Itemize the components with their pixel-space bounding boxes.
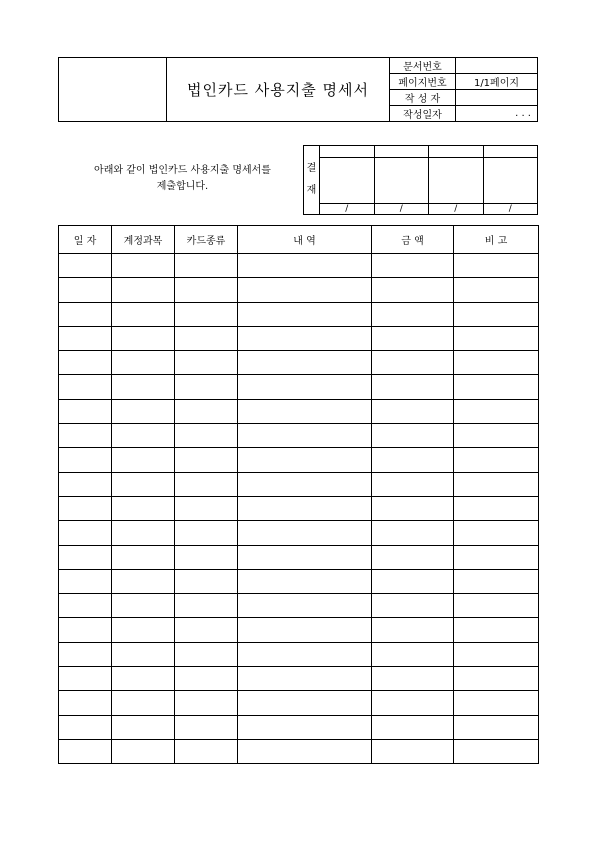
account-cell[interactable] (112, 545, 175, 569)
account-cell[interactable] (112, 375, 175, 399)
amount-cell[interactable] (372, 496, 454, 520)
card-type-cell[interactable] (175, 521, 238, 545)
approver-date-4[interactable]: / (483, 204, 538, 215)
date-cell[interactable] (59, 448, 112, 472)
account-cell[interactable] (112, 569, 175, 593)
date-cell[interactable] (59, 399, 112, 423)
remarks-cell[interactable] (454, 642, 539, 666)
card-type-cell[interactable] (175, 594, 238, 618)
page-number-value[interactable]: 1/1페이지 (456, 74, 538, 90)
date-cell[interactable] (59, 715, 112, 739)
account-cell[interactable] (112, 642, 175, 666)
approver-date-1[interactable]: / (320, 204, 375, 215)
card-type-cell[interactable] (175, 351, 238, 375)
details-cell[interactable] (238, 521, 372, 545)
table-row (59, 569, 539, 593)
remarks-cell[interactable] (454, 691, 539, 715)
approver-title-1[interactable] (320, 146, 375, 158)
account-cell[interactable] (112, 472, 175, 496)
amount-cell[interactable] (372, 351, 454, 375)
date-cell[interactable] (59, 375, 112, 399)
table-row (59, 642, 539, 666)
table-row (59, 448, 539, 472)
details-cell[interactable] (238, 496, 372, 520)
remarks-cell[interactable] (454, 424, 539, 448)
remarks-cell[interactable] (454, 399, 539, 423)
details-cell[interactable] (238, 691, 372, 715)
approver-sign-4[interactable] (483, 158, 538, 204)
approver-sign-1[interactable] (320, 158, 375, 204)
approver-title-3[interactable] (429, 146, 484, 158)
account-cell[interactable] (112, 667, 175, 691)
approval-side-top: 결 (306, 163, 317, 174)
table-row (59, 521, 539, 545)
date-cell[interactable] (59, 472, 112, 496)
column-header-remarks: 비 고 (454, 226, 539, 254)
author-value[interactable] (456, 90, 538, 106)
card-type-cell[interactable] (175, 302, 238, 326)
remarks-cell[interactable] (454, 545, 539, 569)
card-type-cell[interactable] (175, 618, 238, 642)
date-cell[interactable] (59, 569, 112, 593)
remarks-cell[interactable] (454, 351, 539, 375)
date-cell[interactable] (59, 302, 112, 326)
amount-cell[interactable] (372, 448, 454, 472)
account-cell[interactable] (112, 715, 175, 739)
page-number-label: 페이지번호 (390, 74, 456, 90)
amount-cell[interactable] (372, 545, 454, 569)
table-row (59, 667, 539, 691)
date-label: 작성일자 (390, 106, 456, 122)
account-cell[interactable] (112, 351, 175, 375)
table-row (59, 278, 539, 302)
card-type-cell[interactable] (175, 715, 238, 739)
author-label: 작 성 자 (390, 90, 456, 106)
date-cell[interactable] (59, 594, 112, 618)
date-cell[interactable] (59, 642, 112, 666)
account-cell[interactable] (112, 594, 175, 618)
remarks-cell[interactable] (454, 496, 539, 520)
details-cell[interactable] (238, 739, 372, 763)
date-cell[interactable] (59, 545, 112, 569)
table-row (59, 375, 539, 399)
date-cell[interactable] (59, 618, 112, 642)
card-type-cell[interactable] (175, 424, 238, 448)
approver-title-4[interactable] (483, 146, 538, 158)
account-cell[interactable] (112, 448, 175, 472)
date-cell[interactable] (59, 326, 112, 350)
approver-date-2[interactable]: / (374, 204, 429, 215)
approval-box (303, 145, 538, 215)
doc-number-value[interactable] (456, 58, 538, 74)
account-cell[interactable] (112, 326, 175, 350)
table-header-row (59, 226, 539, 254)
document-header (58, 57, 538, 122)
date-cell[interactable] (59, 496, 112, 520)
amount-cell[interactable] (372, 667, 454, 691)
card-type-cell[interactable] (175, 739, 238, 763)
account-cell[interactable] (112, 302, 175, 326)
card-type-cell[interactable] (175, 278, 238, 302)
column-header-date: 일 자 (59, 226, 112, 254)
column-header-card-type: 카드종류 (175, 226, 238, 254)
table-row (59, 594, 539, 618)
account-cell[interactable] (112, 399, 175, 423)
approval-side-label (304, 146, 320, 215)
date-cell[interactable] (59, 351, 112, 375)
amount-cell[interactable] (372, 569, 454, 593)
details-cell[interactable] (238, 448, 372, 472)
approver-sign-3[interactable] (429, 158, 484, 204)
column-header-amount: 금 액 (372, 226, 454, 254)
remarks-cell[interactable] (454, 278, 539, 302)
document-title: 법인카드 사용지출 명세서 (167, 58, 390, 122)
card-type-cell[interactable] (175, 448, 238, 472)
account-cell[interactable] (112, 496, 175, 520)
remarks-cell[interactable] (454, 739, 539, 763)
card-type-cell[interactable] (175, 667, 238, 691)
details-cell[interactable] (238, 715, 372, 739)
details-cell[interactable] (238, 569, 372, 593)
intro-line-1: 아래와 같이 법인카드 사용지출 명세서를 (94, 165, 271, 176)
card-type-cell[interactable] (175, 375, 238, 399)
date-cell[interactable] (59, 691, 112, 715)
remarks-cell[interactable] (454, 326, 539, 350)
intro-text (70, 163, 295, 195)
date-cell[interactable] (59, 521, 112, 545)
remarks-cell[interactable] (454, 594, 539, 618)
remarks-cell[interactable] (454, 569, 539, 593)
details-cell[interactable] (238, 326, 372, 350)
amount-cell[interactable] (372, 326, 454, 350)
approver-title-2[interactable] (374, 146, 429, 158)
details-cell[interactable] (238, 642, 372, 666)
amount-cell[interactable] (372, 278, 454, 302)
card-type-cell[interactable] (175, 326, 238, 350)
amount-cell[interactable] (372, 715, 454, 739)
details-cell[interactable] (238, 472, 372, 496)
amount-cell[interactable] (372, 521, 454, 545)
amount-cell[interactable] (372, 302, 454, 326)
date-cell[interactable] (59, 254, 112, 278)
column-header-account: 계정과목 (112, 226, 175, 254)
remarks-cell[interactable] (454, 667, 539, 691)
column-header-details: 내 역 (238, 226, 372, 254)
doc-number-label: 문서번호 (390, 58, 456, 74)
table-row (59, 424, 539, 448)
details-cell[interactable] (238, 667, 372, 691)
expense-table (58, 225, 538, 764)
date-cell[interactable] (59, 739, 112, 763)
table-row (59, 618, 539, 642)
amount-cell[interactable] (372, 618, 454, 642)
details-cell[interactable] (238, 351, 372, 375)
table-row (59, 496, 539, 520)
amount-cell[interactable] (372, 424, 454, 448)
approver-date-3[interactable]: / (429, 204, 484, 215)
table-row (59, 326, 539, 350)
card-type-cell[interactable] (175, 569, 238, 593)
table-row (59, 302, 539, 326)
date-cell[interactable] (59, 278, 112, 302)
card-type-cell[interactable] (175, 691, 238, 715)
card-type-cell[interactable] (175, 545, 238, 569)
amount-cell[interactable] (372, 642, 454, 666)
remarks-cell[interactable] (454, 448, 539, 472)
amount-cell[interactable] (372, 739, 454, 763)
details-cell[interactable] (238, 254, 372, 278)
card-type-cell[interactable] (175, 254, 238, 278)
details-cell[interactable] (238, 302, 372, 326)
details-cell[interactable] (238, 545, 372, 569)
table-row (59, 399, 539, 423)
details-cell[interactable] (238, 594, 372, 618)
approval-side-bottom: 재 (306, 185, 317, 196)
account-cell[interactable] (112, 618, 175, 642)
logo-area (59, 58, 167, 122)
remarks-cell[interactable] (454, 302, 539, 326)
remarks-cell[interactable] (454, 472, 539, 496)
intro-line-2: 제출합니다. (156, 181, 209, 192)
details-cell[interactable] (238, 278, 372, 302)
remarks-cell[interactable] (454, 375, 539, 399)
card-type-cell[interactable] (175, 399, 238, 423)
table-row (59, 545, 539, 569)
table-row (59, 715, 539, 739)
amount-cell[interactable] (372, 375, 454, 399)
table-row (59, 472, 539, 496)
approver-sign-2[interactable] (374, 158, 429, 204)
date-value[interactable]: . . . (456, 106, 538, 122)
remarks-cell[interactable] (454, 618, 539, 642)
details-cell[interactable] (238, 618, 372, 642)
account-cell[interactable] (112, 278, 175, 302)
details-cell[interactable] (238, 399, 372, 423)
account-cell[interactable] (112, 424, 175, 448)
account-cell[interactable] (112, 521, 175, 545)
table-row (59, 351, 539, 375)
remarks-cell[interactable] (454, 521, 539, 545)
amount-cell[interactable] (372, 472, 454, 496)
table-row (59, 739, 539, 763)
card-type-cell[interactable] (175, 472, 238, 496)
details-cell[interactable] (238, 424, 372, 448)
remarks-cell[interactable] (454, 254, 539, 278)
amount-cell[interactable] (372, 691, 454, 715)
amount-cell[interactable] (372, 399, 454, 423)
amount-cell[interactable] (372, 594, 454, 618)
remarks-cell[interactable] (454, 715, 539, 739)
amount-cell[interactable] (372, 254, 454, 278)
table-row (59, 254, 539, 278)
card-type-cell[interactable] (175, 496, 238, 520)
account-cell[interactable] (112, 691, 175, 715)
card-type-cell[interactable] (175, 642, 238, 666)
date-cell[interactable] (59, 667, 112, 691)
date-cell[interactable] (59, 424, 112, 448)
details-cell[interactable] (238, 375, 372, 399)
account-cell[interactable] (112, 254, 175, 278)
account-cell[interactable] (112, 739, 175, 763)
table-row (59, 691, 539, 715)
